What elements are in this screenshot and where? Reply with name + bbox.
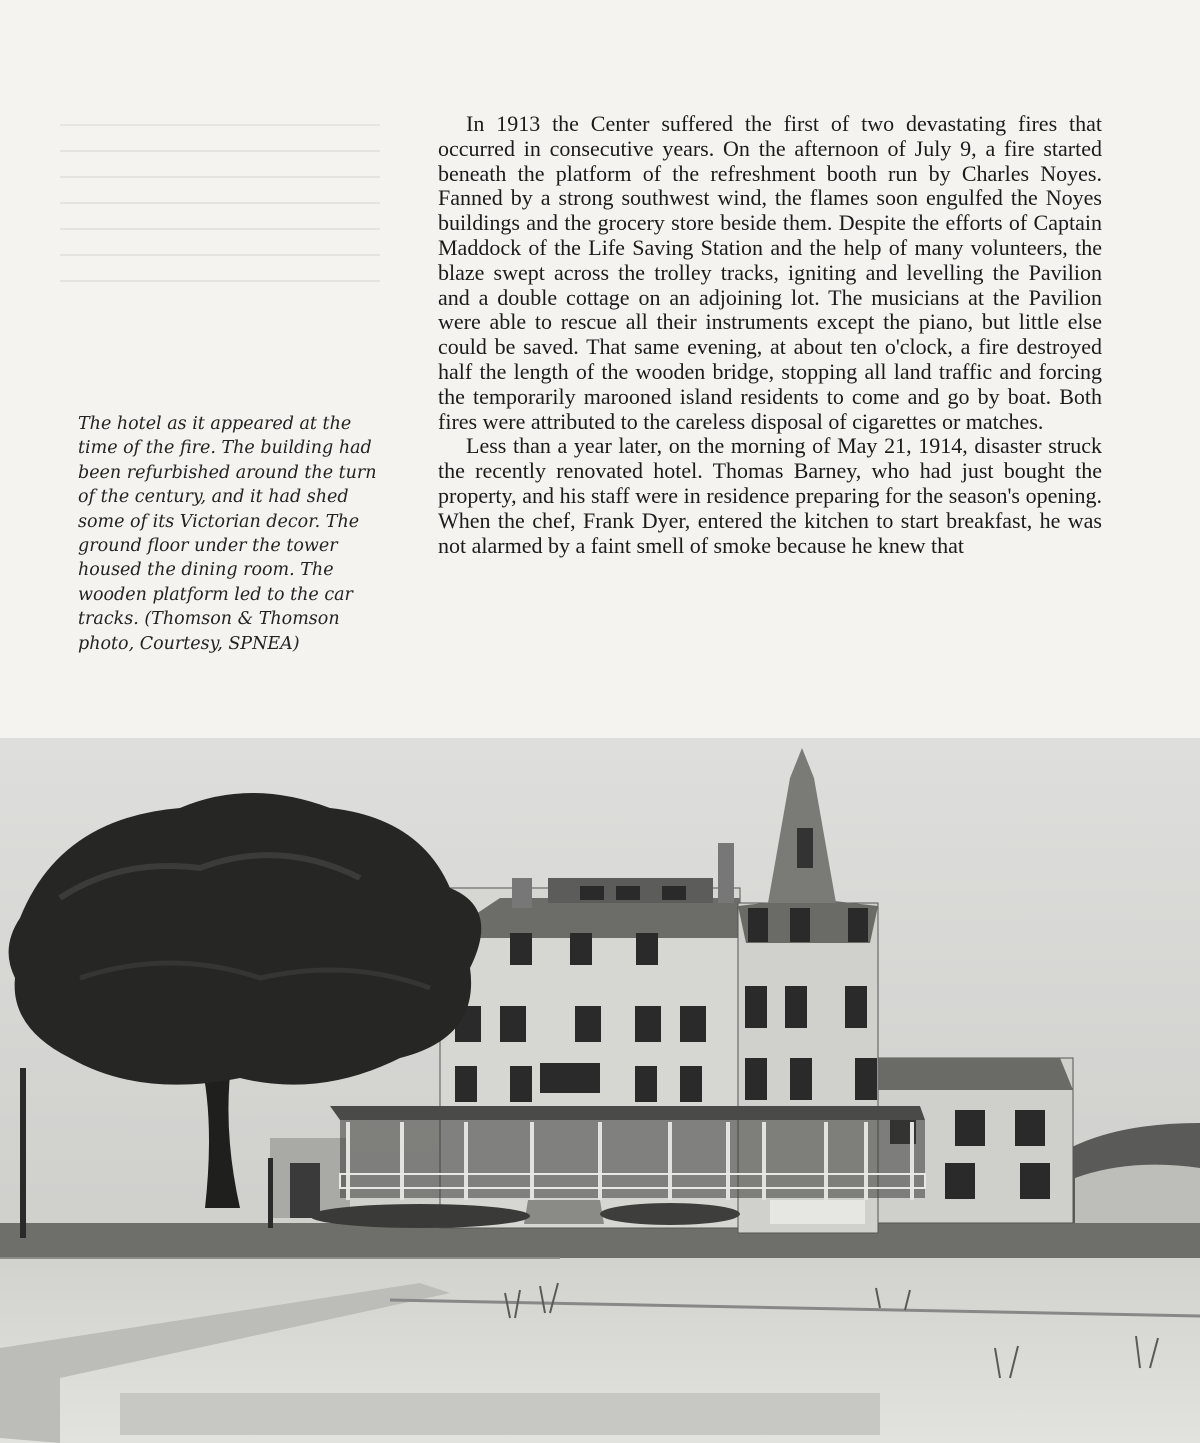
body-text bbox=[438, 112, 1102, 558]
small-post bbox=[268, 1158, 273, 1228]
tree-canopy bbox=[9, 793, 482, 1085]
shrubs-left bbox=[310, 1204, 530, 1228]
veranda-shade bbox=[340, 1120, 925, 1198]
caption-text: The hotel as it appeared at the time of the fire. The building had been refurbished around the turn of the century, and it had shed some of its Victorian decor. The ground floor under the tower housed the dining room. The wooden platform led to the car tracks. (Thomson & Thomson photo, Courtesy, SPNEA) bbox=[78, 414, 377, 654]
paragraph-2: Less than a year later, on the morning of May 21, 1914, disaster struck the recently renovated hotel. Thomas Barney, who had just bought the property, and his staff were in residence preparing for the season's opening. When the chef, Frank Dyer, entered the kitchen to start breakfast, he was not alarmed by a faint smell of smoke because he knew that bbox=[438, 433, 1102, 558]
photo-caption bbox=[78, 412, 378, 656]
lamp-post bbox=[20, 1068, 26, 1238]
veranda-and-tree bbox=[0, 738, 1200, 1443]
front-steps bbox=[524, 1200, 604, 1224]
paragraph-1: In 1913 the Center suffered the first of two devastating fires that occurred in consecutive years. On the afternoon of July 9, a fire started beneath the platform of the refreshment booth run by Charles Noyes. Fanned by a strong southwest wind, the flames soon engulfed the Noyes buildings and the grocery store beside them. Despite the efforts of Captain Maddock of the Life Saving Station and the help of many volunteers, the blaze swept across the trolley tracks, igniting and levelling the Pavilion and a double cottage on an adjoining lot. The musicians at the Pavilion were able to rescue all their instruments except the piano, but little else could be saved. That same evening, at about ten o'clock, a fire destroyed half the length of the wooden bridge, stopping all land traffic and forcing the temporarily marooned island residents to come and go by boat. Both fires were attributed to the careless disposal of cigarettes or matches. bbox=[438, 111, 1102, 434]
beach-grass bbox=[505, 1283, 1158, 1378]
shrubs-right bbox=[600, 1203, 740, 1225]
bleed-through-text bbox=[0, 100, 420, 340]
hotel-photograph bbox=[0, 738, 1200, 1443]
lattice-skirt bbox=[770, 1200, 865, 1224]
veranda-roof bbox=[330, 1106, 925, 1120]
